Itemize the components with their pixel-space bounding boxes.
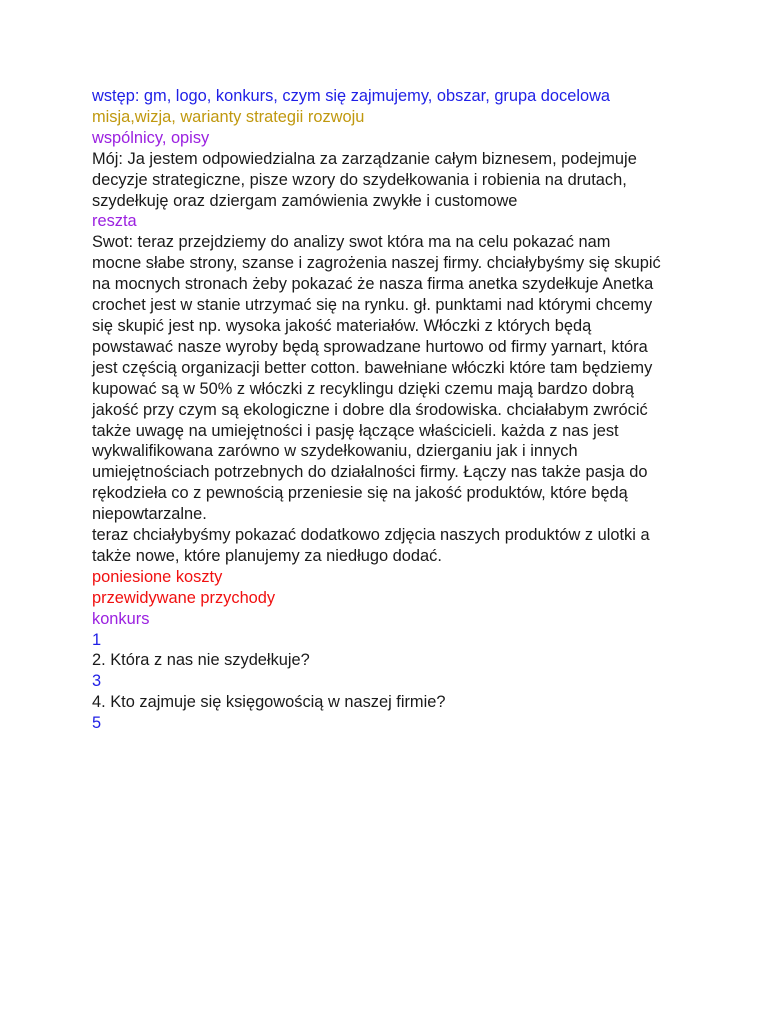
contest-item: 1	[92, 630, 102, 649]
paragraph-line: także nowe, które planujemy za niedługo dodać.	[92, 546, 442, 565]
paragraph-line: jest częścią organizacji better cotton. bawełniane włóczki które tam będziemy	[92, 358, 653, 377]
heading-intro: wstęp: gm, logo, konkurs, czym się zajmujemy, obszar, grupa docelowa	[92, 87, 611, 105]
paragraph-line: crochet jest w stanie utrzymać się na rynku. gł. punktami nad którymi chcemy	[92, 296, 653, 315]
contest-item: 2. Która z nas nie szydełkuje?	[92, 651, 310, 670]
contest-item: 5	[92, 714, 102, 733]
contest-list	[92, 630, 692, 735]
paragraph-line: teraz chciałybyśmy pokazać dodatkowo zdjęcia naszych produktów z ulotki a	[92, 526, 650, 545]
paragraph-line: Mój: Ja jestem odpowiedzialna za zarządzanie całym biznesem, podejmuje	[92, 149, 637, 168]
heading-contest: konkurs	[92, 609, 150, 628]
heading-revenue: przewidywane przychody	[92, 588, 276, 607]
paragraph-line: szydełkuję oraz dziergam zamówienia zwykłe i customowe	[92, 191, 518, 210]
paragraph-line: decyzje strategiczne, pisze wzory do szydełkowania i robienia na drutach,	[92, 170, 627, 189]
paragraph-line: kupować są w 50% z włóczki z recyklingu dzięki czemu mają bardzo dobrą	[92, 379, 635, 398]
contest-item: 4. Kto zajmuje się księgowością w naszej firmie?	[92, 693, 446, 712]
paragraph-line: jakość przy czym są ekologiczne i dobre dla środowiska. chciałabym zwrócić	[92, 400, 648, 419]
paragraph-line: umiejętnościach potrzebnych do działalności firmy. Łączy nas także pasja do	[92, 463, 648, 482]
heading-partners: wspólnicy, opisy	[92, 128, 210, 147]
paragraph-line: powstawać nasze wyroby będą sprowadzane hurtowo od firmy yarnart, która	[92, 337, 648, 356]
paragraph-line: na mocnych stronach żeby pokazać że nasza firma anetka szydełkuje Anetka	[92, 275, 654, 294]
paragraph-moj	[92, 149, 692, 212]
paragraph-line: wykwalifikowana zarówno w szydełkowaniu, dzierganiu jak i innych	[92, 442, 578, 461]
heading-costs: poniesione koszty	[92, 567, 223, 586]
heading-rest: reszta	[92, 212, 137, 231]
paragraph-line: także uwagę na umiejętności i pasję łączące właścicieli. każda z nas jest	[92, 421, 619, 440]
paragraph-line: rękodzieła co z pewnością przeniesie się na jakość produktów, które będą	[92, 484, 628, 503]
paragraph-swot	[92, 232, 692, 567]
document-body	[92, 86, 692, 734]
paragraph-line: się skupić jest np. wysoka jakość materiałów. Włóczki z których będą	[92, 316, 592, 335]
paragraph-line: Swot: teraz przejdziemy do analizy swot która ma na celu pokazać nam	[92, 233, 611, 252]
paragraph-line: mocne słabe strony, szanse i zagrożenia naszej firmy. chciałybyśmy się skupić	[92, 254, 661, 273]
contest-item: 3	[92, 672, 102, 691]
paragraph-line: niepowtarzalne.	[92, 505, 207, 524]
heading-mission: misja,wizja, warianty strategii rozwoju	[92, 107, 365, 126]
